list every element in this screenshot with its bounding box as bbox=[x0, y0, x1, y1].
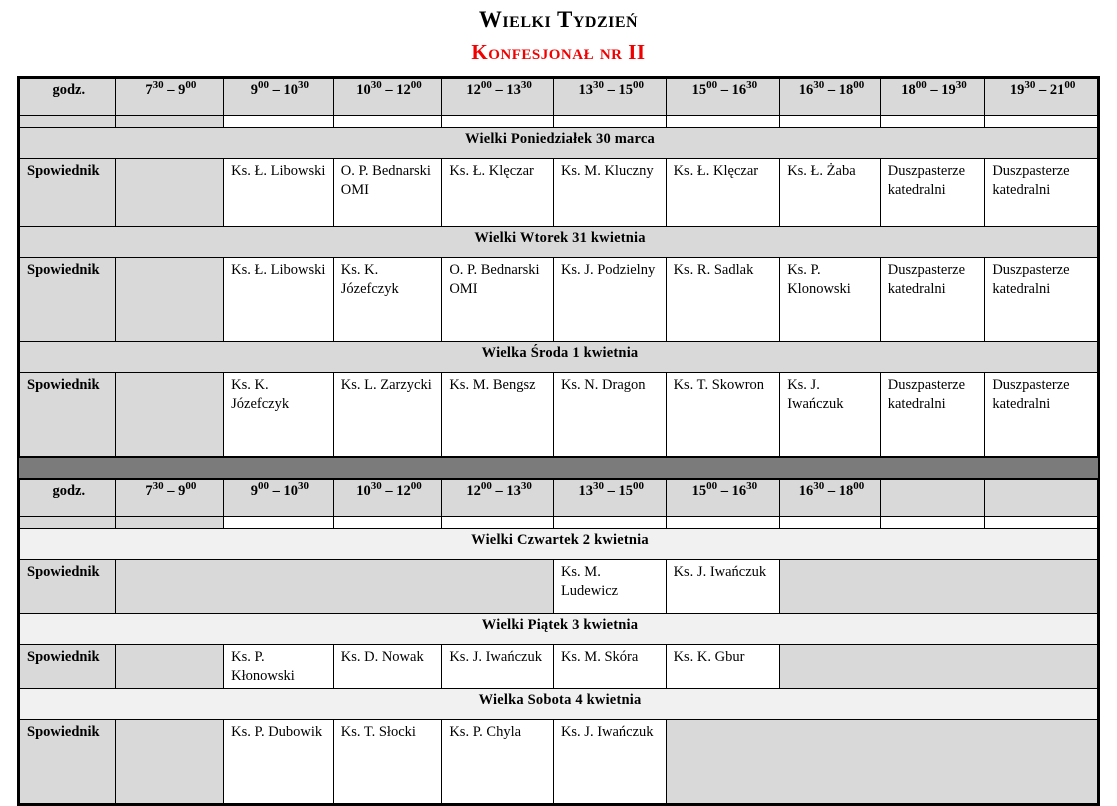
empty-header-cell bbox=[880, 480, 985, 517]
time-header-row bbox=[20, 480, 1098, 517]
confessor-row bbox=[20, 373, 1098, 457]
confessor-cell: Ks. J. Iwańczuk bbox=[553, 720, 666, 804]
day-title: Wielka Sobota 4 kwietnia bbox=[20, 689, 1098, 720]
spacer-row bbox=[20, 517, 1098, 529]
day-band-row bbox=[20, 227, 1098, 258]
schedule-tables bbox=[17, 76, 1100, 806]
confessor-cell: O. P. Bednarski OMI bbox=[442, 258, 554, 342]
confessor-cell: Duszpasterze katedralni bbox=[880, 258, 985, 342]
confessor-cell: Ks. J. Iwańczuk bbox=[666, 560, 780, 614]
day-band-row bbox=[20, 529, 1098, 560]
spacer-cell bbox=[20, 116, 116, 128]
time-slot-cell: $7^{30} - 9^{00}$ bbox=[115, 480, 224, 517]
confessor-cell: Ks. P. Dubowik bbox=[224, 720, 334, 804]
time-slot-cell: $10^{30} - 12^{00}$ bbox=[333, 79, 442, 116]
day-band-row bbox=[20, 128, 1098, 159]
empty-cell bbox=[115, 258, 224, 342]
spacer-row bbox=[20, 116, 1098, 128]
confessor-row bbox=[20, 258, 1098, 342]
day-title: Wielki Piątek 3 kwietnia bbox=[20, 614, 1098, 645]
time-slot-cell: $9^{00} - 10^{30}$ bbox=[224, 79, 334, 116]
confessor-cell: Duszpasterze katedralni bbox=[985, 159, 1098, 227]
confessor-cell: Ks. J. Iwańczuk bbox=[780, 373, 881, 457]
page-title: Wielki Tydzień bbox=[478, 7, 639, 32]
confessor-cell: Duszpasterze katedralni bbox=[985, 373, 1098, 457]
confessor-row bbox=[20, 159, 1098, 227]
spacer-cell bbox=[985, 517, 1098, 529]
spacer-cell bbox=[666, 116, 780, 128]
day-band-row bbox=[20, 342, 1098, 373]
spacer-cell bbox=[333, 517, 442, 529]
day-band-row bbox=[20, 689, 1098, 720]
time-slot-cell: $15^{00} - 16^{30}$ bbox=[666, 79, 780, 116]
confessor-cell: Ks. Ł. Klęczar bbox=[442, 159, 554, 227]
hour-label-cell: godz. bbox=[20, 480, 116, 517]
day-title: Wielki Poniedziałek 30 marca bbox=[20, 128, 1098, 159]
confessor-cell: Ks. M. Bengsz bbox=[442, 373, 554, 457]
empty-cell bbox=[115, 159, 224, 227]
holy-week-second-half-table bbox=[19, 479, 1098, 804]
confessor-cell: Ks. Ł. Klęczar bbox=[666, 159, 780, 227]
confessor-row bbox=[20, 560, 1098, 614]
spacer-cell bbox=[780, 517, 881, 529]
time-slot-cell: $7^{30} - 9^{00}$ bbox=[115, 79, 224, 116]
spacer-cell bbox=[333, 116, 442, 128]
confessor-cell: Ks. J. Iwańczuk bbox=[442, 645, 554, 689]
empty-cell bbox=[780, 645, 1098, 689]
empty-header-cell bbox=[985, 480, 1098, 517]
time-slot-cell: $12^{00} - 13^{30}$ bbox=[442, 79, 554, 116]
time-slot-cell: $15^{00} - 16^{30}$ bbox=[666, 480, 780, 517]
confessor-cell: Ks. Ł. Żaba bbox=[780, 159, 881, 227]
spacer-cell bbox=[666, 517, 780, 529]
confessor-cell: O. P. Bednarski OMI bbox=[333, 159, 442, 227]
row-label-cell: Spowiednik bbox=[20, 560, 116, 614]
row-label-cell: Spowiednik bbox=[20, 645, 116, 689]
holy-week-first-half-table bbox=[19, 78, 1098, 457]
time-slot-cell: $18^{00} - 19^{30}$ bbox=[880, 79, 985, 116]
time-slot-cell: $13^{30} - 15^{00}$ bbox=[553, 480, 666, 517]
confessor-cell: Ks. M. Kluczny bbox=[553, 159, 666, 227]
empty-cell bbox=[115, 720, 224, 804]
hour-label-cell: godz. bbox=[20, 79, 116, 116]
spacer-cell bbox=[115, 517, 224, 529]
day-band-row bbox=[20, 614, 1098, 645]
time-slot-cell: $9^{00} - 10^{30}$ bbox=[224, 480, 334, 517]
confessor-cell: Ks. T. Skowron bbox=[666, 373, 780, 457]
empty-cell bbox=[115, 560, 553, 614]
time-slot-cell: $10^{30} - 12^{00}$ bbox=[333, 480, 442, 517]
spacer-cell bbox=[442, 116, 554, 128]
spacer-cell bbox=[224, 517, 334, 529]
confessor-row bbox=[20, 720, 1098, 804]
confessor-cell: Ks. Ł. Libowski bbox=[224, 159, 334, 227]
confessor-cell: Ks. R. Sadlak bbox=[666, 258, 780, 342]
confessor-cell: Ks. P. Chyla bbox=[442, 720, 554, 804]
time-slot-cell: $13^{30} - 15^{00}$ bbox=[553, 79, 666, 116]
confessor-cell: Ks. N. Dragon bbox=[553, 373, 666, 457]
spacer-cell bbox=[115, 116, 224, 128]
confessor-cell: Duszpasterze katedralni bbox=[985, 258, 1098, 342]
row-label-cell: Spowiednik bbox=[20, 720, 116, 804]
time-slot-cell: $19^{30} - 21^{00}$ bbox=[985, 79, 1098, 116]
confessor-cell: Ks. T. Słocki bbox=[333, 720, 442, 804]
confessor-cell: Ks. J. Podzielny bbox=[553, 258, 666, 342]
spacer-cell bbox=[553, 116, 666, 128]
empty-cell bbox=[780, 560, 1098, 614]
confessor-cell: Ks. P. Kłonowski bbox=[224, 645, 334, 689]
spacer-cell bbox=[880, 517, 985, 529]
time-header-row bbox=[20, 79, 1098, 116]
time-slot-cell: $16^{30} - 18^{00}$ bbox=[780, 79, 881, 116]
spacer-cell bbox=[20, 517, 116, 529]
confessor-cell: Duszpasterze katedralni bbox=[880, 159, 985, 227]
confessor-cell: Duszpasterze katedralni bbox=[880, 373, 985, 457]
confessor-cell: Ks. L. Zarzycki bbox=[333, 373, 442, 457]
day-title: Wielki Czwartek 2 kwietnia bbox=[20, 529, 1098, 560]
spacer-cell bbox=[442, 517, 554, 529]
row-label-cell: Spowiednik bbox=[20, 373, 116, 457]
confessor-cell: Ks. K. Gbur bbox=[666, 645, 780, 689]
dark-separator-band bbox=[19, 457, 1098, 479]
confessor-cell: Ks. K. Józefczyk bbox=[224, 373, 334, 457]
spacer-cell bbox=[985, 116, 1098, 128]
day-title: Wielki Wtorek 31 kwietnia bbox=[20, 227, 1098, 258]
day-title: Wielka Środa 1 kwietnia bbox=[20, 342, 1098, 373]
confessor-cell: Ks. M. Ludewicz bbox=[553, 560, 666, 614]
spacer-cell bbox=[880, 116, 985, 128]
row-label-cell: Spowiednik bbox=[20, 159, 116, 227]
empty-cell bbox=[115, 645, 224, 689]
row-label-cell: Spowiednik bbox=[20, 258, 116, 342]
spacer-cell bbox=[553, 517, 666, 529]
confessor-cell: Ks. P. Klonowski bbox=[780, 258, 881, 342]
confessor-cell: Ks. M. Skóra bbox=[553, 645, 666, 689]
empty-cell bbox=[115, 373, 224, 457]
confessor-row bbox=[20, 645, 1098, 689]
confessor-cell: Ks. K. Józefczyk bbox=[333, 258, 442, 342]
spacer-cell bbox=[224, 116, 334, 128]
confessor-cell: Ks. D. Nowak bbox=[333, 645, 442, 689]
empty-cell bbox=[666, 720, 1097, 804]
time-slot-cell: $12^{00} - 13^{30}$ bbox=[442, 480, 554, 517]
confessor-cell: Ks. Ł. Libowski bbox=[224, 258, 334, 342]
spacer-cell bbox=[780, 116, 881, 128]
time-slot-cell: $16^{30} - 18^{00}$ bbox=[780, 480, 881, 517]
page-subtitle: Konfesjonał nr II bbox=[471, 40, 646, 64]
